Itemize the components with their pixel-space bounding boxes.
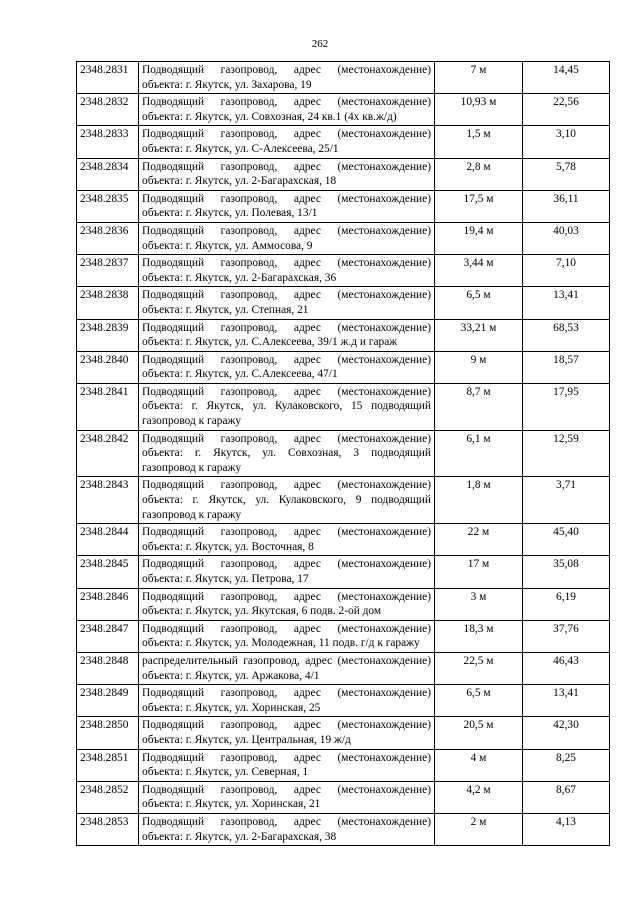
row-description-cell: Подводящий газопровод, адрес (местонахождение) объекта: г. Якутск, ул. С.Алексеева, 39/1 ж.д и гараж [139, 319, 435, 351]
row-id-cell: 2348.2835 [77, 190, 139, 222]
row-id-cell: 2348.2849 [77, 685, 139, 717]
table-row [77, 255, 610, 287]
row-value-cell: 7,10 [523, 255, 610, 287]
row-description-cell: Подводящий газопровод, адрес (местонахождение) объекта: г. Якутск, ул. Кулаковского, 15 подводящий газопровод к гаражу [139, 383, 435, 430]
row-description-cell: Подводящий газопровод, адрес (местонахождение) объекта: г. Якутск, ул. Хоринская, 21 [139, 781, 435, 813]
row-length-cell: 8,7 м [435, 383, 523, 430]
row-length-cell: 17 м [435, 556, 523, 588]
row-value-cell: 35,08 [523, 556, 610, 588]
row-value-cell: 68,53 [523, 319, 610, 351]
row-value-cell: 3,10 [523, 126, 610, 158]
row-value-cell: 36,11 [523, 190, 610, 222]
row-length-cell: 2 м [435, 813, 523, 845]
row-value-cell: 13,41 [523, 685, 610, 717]
table-row [77, 652, 610, 684]
row-length-cell: 4,2 м [435, 781, 523, 813]
row-description-cell: Подводящий газопровод, адрес (местонахождение) объекта: г. Якутск, ул. Якутская, 6 подв. 2-ой дом [139, 588, 435, 620]
row-value-cell: 8,67 [523, 781, 610, 813]
row-length-cell: 17,5 м [435, 190, 523, 222]
row-length-cell: 18,3 м [435, 620, 523, 652]
row-id-cell: 2348.2850 [77, 717, 139, 749]
row-value-cell: 6,19 [523, 588, 610, 620]
table-row [77, 126, 610, 158]
row-description-cell: Подводящий газопровод, адрес (местонахождение) объекта: г. Якутск, ул. 2-Багарахская, 36 [139, 255, 435, 287]
row-length-cell: 22,5 м [435, 652, 523, 684]
table-row [77, 620, 610, 652]
table-row [77, 383, 610, 430]
row-value-cell: 3,71 [523, 477, 610, 524]
table-row [77, 588, 610, 620]
row-description-cell: Подводящий газопровод, адрес (местонахождение) объекта: г. Якутск, ул. Кулаковского, 9 подводящий газопровод к гаражу [139, 477, 435, 524]
row-description-cell: Подводящий газопровод, адрес (местонахождение) объекта: г. Якутск, ул. Восточная, 8 [139, 524, 435, 556]
table-row [77, 556, 610, 588]
row-length-cell: 6,1 м [435, 430, 523, 477]
row-length-cell: 6,5 м [435, 685, 523, 717]
table-row [77, 158, 610, 190]
row-description-cell: Подводящий газопровод, адрес (местонахождение) объекта: г. Якутск, ул. С-Алексеева, 25/1 [139, 126, 435, 158]
row-id-cell: 2348.2833 [77, 126, 139, 158]
row-id-cell: 2348.2851 [77, 749, 139, 781]
page-number: 262 [311, 38, 329, 50]
row-value-cell: 13,41 [523, 287, 610, 319]
row-id-cell: 2348.2843 [77, 477, 139, 524]
row-id-cell: 2348.2845 [77, 556, 139, 588]
row-description-cell: Подводящий газопровод, адрес (местонахождение) объекта: г. Якутск, ул. Совхозная, 24 кв.1 (4х кв.ж/д) [139, 94, 435, 126]
row-length-cell: 1,8 м [435, 477, 523, 524]
row-id-cell: 2348.2853 [77, 813, 139, 845]
row-length-cell: 1,5 м [435, 126, 523, 158]
row-length-cell: 3 м [435, 588, 523, 620]
row-id-cell: 2348.2838 [77, 287, 139, 319]
row-value-cell: 12,59 [523, 430, 610, 477]
table-row [77, 222, 610, 254]
row-length-cell: 22 м [435, 524, 523, 556]
row-description-cell: Подводящий газопровод, адрес (местонахождение) объекта: г. Якутск, ул. Северная, 1 [139, 749, 435, 781]
row-value-cell: 40,03 [523, 222, 610, 254]
row-id-cell: 2348.2836 [77, 222, 139, 254]
table-row [77, 749, 610, 781]
row-length-cell: 3,44 м [435, 255, 523, 287]
table-row [77, 319, 610, 351]
row-value-cell: 42,30 [523, 717, 610, 749]
row-length-cell: 2,8 м [435, 158, 523, 190]
row-id-cell: 2348.2844 [77, 524, 139, 556]
row-length-cell: 6,5 м [435, 287, 523, 319]
row-description-cell: Подводящий газопровод, адрес (местонахождение) объекта: г. Якутск, ул. Центральная, 19 ж/д [139, 717, 435, 749]
row-id-cell: 2348.2847 [77, 620, 139, 652]
table-row [77, 477, 610, 524]
table-row [77, 781, 610, 813]
row-description-cell: Подводящий газопровод, адрес (местонахождение) объекта: г. Якутск, ул. 2-Багарахская, 38 [139, 813, 435, 845]
row-length-cell: 19,4 м [435, 222, 523, 254]
row-length-cell: 4 м [435, 749, 523, 781]
table-body [77, 62, 610, 846]
row-description-cell: Подводящий газопровод, адрес (местонахождение) объекта: г. Якутск, ул. Петрова, 17 [139, 556, 435, 588]
row-length-cell: 7 м [435, 62, 523, 94]
row-description-cell: Подводящий газопровод, адрес (местонахождение) объекта: г. Якутск, ул. Хоринская, 25 [139, 685, 435, 717]
asset-registry-table [76, 61, 610, 846]
row-description-cell: Подводящий газопровод, адрес (местонахождение) объекта: г. Якутск, ул. Полевая, 13/1 [139, 190, 435, 222]
table-row [77, 287, 610, 319]
row-value-cell: 45,40 [523, 524, 610, 556]
row-value-cell: 22,56 [523, 94, 610, 126]
row-value-cell: 8,25 [523, 749, 610, 781]
row-description-cell: Подводящий газопровод, адрес (местонахождение) объекта: г. Якутск, ул. Молодежная, 11 подв. г/д к гаражу [139, 620, 435, 652]
row-id-cell: 2348.2848 [77, 652, 139, 684]
table-row [77, 190, 610, 222]
table-row [77, 717, 610, 749]
row-value-cell: 46,43 [523, 652, 610, 684]
table-row [77, 94, 610, 126]
row-value-cell: 37,76 [523, 620, 610, 652]
row-value-cell: 18,57 [523, 351, 610, 383]
row-id-cell: 2348.2846 [77, 588, 139, 620]
row-id-cell: 2348.2832 [77, 94, 139, 126]
row-id-cell: 2348.2852 [77, 781, 139, 813]
row-id-cell: 2348.2831 [77, 62, 139, 94]
row-length-cell: 33,21 м [435, 319, 523, 351]
row-id-cell: 2348.2842 [77, 430, 139, 477]
row-value-cell: 4,13 [523, 813, 610, 845]
row-description-cell: Подводящий газопровод, адрес (местонахождение) объекта: г. Якутск, ул. Совхозная, 3 подводящий газопровод к гаражу [139, 430, 435, 477]
row-description-cell: Подводящий газопровод, адрес (местонахождение) объекта: г. Якутск, ул. Степная, 21 [139, 287, 435, 319]
row-id-cell: 2348.2839 [77, 319, 139, 351]
row-length-cell: 20,5 м [435, 717, 523, 749]
table-row [77, 524, 610, 556]
row-description-cell: Подводящий газопровод, адрес (местонахождение) объекта: г. Якутск, ул. Захарова, 19 [139, 62, 435, 94]
row-value-cell: 5,78 [523, 158, 610, 190]
row-value-cell: 17,95 [523, 383, 610, 430]
row-id-cell: 2348.2834 [77, 158, 139, 190]
row-description-cell: Подводящий газопровод, адрес (местонахождение) объекта: г. Якутск, ул. С.Алексеева, 47/1 [139, 351, 435, 383]
table-row [77, 62, 610, 94]
table-row [77, 430, 610, 477]
row-length-cell: 9 м [435, 351, 523, 383]
row-description-cell: Подводящий газопровод, адрес (местонахождение) объекта: г. Якутск, ул. Аммосова, 9 [139, 222, 435, 254]
row-description-cell: распределительный газопровод, адрес (местонахождение) объекта: г. Якутск, ул. Аржакова, 4/1 [139, 652, 435, 684]
table-row [77, 813, 610, 845]
row-id-cell: 2348.2840 [77, 351, 139, 383]
table-row [77, 351, 610, 383]
row-id-cell: 2348.2837 [77, 255, 139, 287]
row-id-cell: 2348.2841 [77, 383, 139, 430]
table-row [77, 685, 610, 717]
row-length-cell: 10,93 м [435, 94, 523, 126]
row-value-cell: 14,45 [523, 62, 610, 94]
row-description-cell: Подводящий газопровод, адрес (местонахождение) объекта: г. Якутск, ул. 2-Багарахская, 18 [139, 158, 435, 190]
